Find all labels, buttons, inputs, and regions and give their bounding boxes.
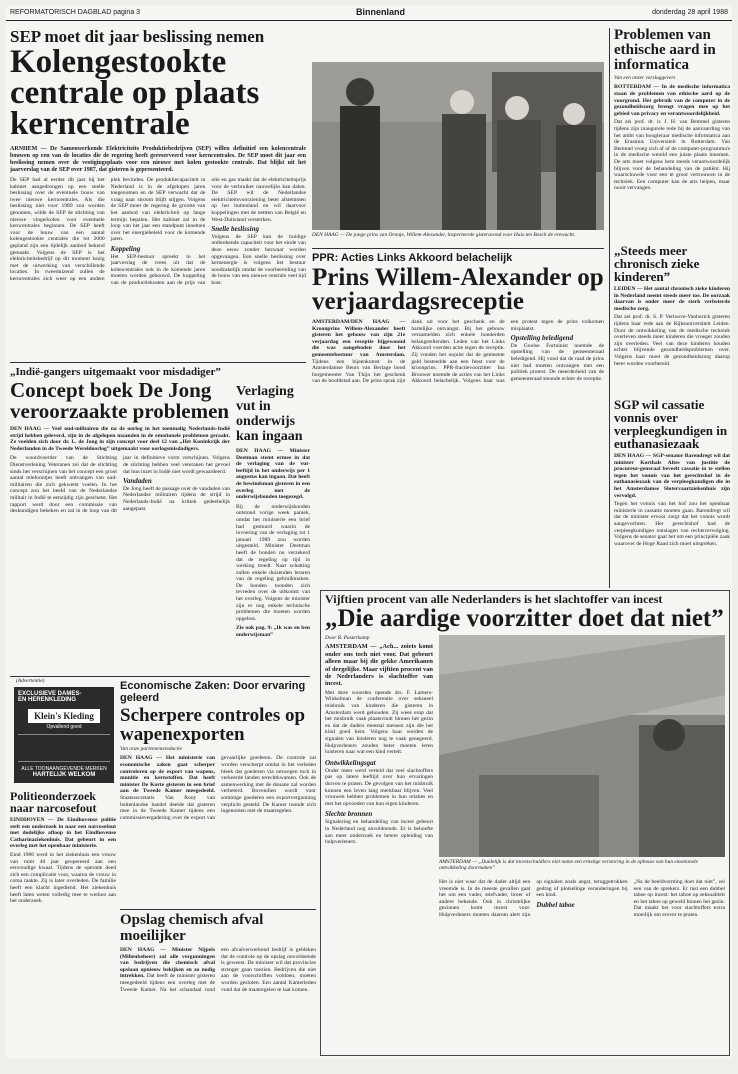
divider bbox=[10, 362, 306, 363]
article-scherpere-lead: DEN HAAG — Het ministerie van economische zaken gaat scherper controleren op de export van wapens, munitie en kernstoffen. Dat heeft minister De Korte gisteren in een brief aan de Tweede Kamer meegedeeld. bbox=[120, 755, 215, 795]
photo-incest-conference-caption: AMSTERDAM — „Duidelijk is dat incestschuldlers niet name een ernstige verstoring in de opbouw van hun emotionele ontwikkeling doormaken” bbox=[439, 859, 699, 872]
article-vijftien-body-columns bbox=[439, 879, 725, 1049]
article-opslag-body: Dat heeft de minister gisteren meegedeeld tijdens een overleg met de Tweede Kamer. Na het schandaal rond een afvalverwerkend bedrijf is gebleken dat de controle op de opslag onvoldoende is geweest. De minister wil dat provincies strenger gaan toezien. Bedrijven die niet aan de voorschriften voldoen, moeten worden gesloten. Een aantal Kamerleden vond dat de maatregelen te laat komen. bbox=[120, 947, 316, 993]
article-prins-title: Prins Willem-Alexander op verjaardagsreceptie bbox=[312, 264, 604, 315]
article-vijftien-kicker: Vijftien procent van alle Nederlanders is het slachtoffer van incest bbox=[325, 592, 663, 606]
article-problemen bbox=[614, 28, 730, 240]
article-vijftien-sub3: Dubbel taboe bbox=[536, 900, 575, 909]
article-boek-sub1: Vandaden bbox=[123, 477, 152, 486]
article-verlaging-body: Bij de onderwijsbonden ontstond vorige week paniek, omdat het ministerie een brief had gestuurd waarin de invoering van de verlaging tot 1 januari 1989 zou worden uitgesteld. Minister Deetman heeft de bonden nu verzekerd dat de regeling op tijd in werking treedt. Naar schatting zullen enkele duizenden leraren van de regeling gebruikmaken. De bonden toonden zich tevreden over de uitkomst van het overleg. Volgens de minister zijn er nog enkele technische problemen die moeten worden opgelost. bbox=[236, 503, 310, 622]
article-vijftien-sub2: Slechte bronnen bbox=[325, 810, 373, 819]
photo-willem-alexander-caption: DEN HAAG — De jonge prins van Oranje, Willem-Alexander, inspecteerde gisteravond voor Huis ten Bosch de erewacht. bbox=[312, 232, 576, 238]
header-paper-name: REFORMATORISCH DAGBLAD pagina 3 bbox=[10, 9, 141, 16]
article-sgp bbox=[614, 398, 730, 588]
article-problemen-body: Dat zei prof. dr. ir. J. H. van Bemmel gisteren tijdens zijn inaugurele rede bij de aanvaarding van het ambt van hoogleraar medische informatica aan de Erasmus Universiteit in Rotterdam. Van Bemmel vroeg zich af of de computer-programma's in de medische wereld een juiste plaats innemen. De arts moet volgens hem steeds verantwoordelijk blijven voor de behandeling van de patiënt. Hij waarschuwde voor een te groot vertrouwen in de techniek. Een computer kan de arts helpen, maar nooit vervangen. bbox=[614, 119, 730, 192]
article-prins-lead: AMSTERDAM/DEN HAAG — Kroonprins Willem-Alexander heeft gisteren het gebouw van zijn 21e verjaardag een receptie bijgewoond die was aangeboden door het gemeentebestuur van Amsterdam. bbox=[312, 319, 406, 358]
article-prins-body2: De Gooise Fortuinist noemde de opstelling van de gemeenteraad beledigend. Hij vond dat de raad de prins niet had moeten ontvangen met een politiek protest. De meerderheid van de gemeenteraad steunde echter de receptie. bbox=[510, 342, 604, 382]
header-date: donderdag 28 april 1988 bbox=[652, 9, 728, 16]
article-steeds-lead: LEIDEN — Het aantal chronisch zieke kinderen in Nederland neemt steeds meer toe. De oorzaak daarvan is onder meer de sterk verbeterde medische zorg. bbox=[614, 286, 730, 312]
article-opslag-body-columns bbox=[120, 947, 316, 1054]
article-vijftien-body: Met deze woorden opende drs. F. Lamers-Winkelman de conferentie over seksueel misbruik van kinderen die gisteren in Amsterdam werd gehouden. Zij wees erop dat het misbruik vaak plaatsvindt binnen het gezin en dat de daders meestal mensen zijn die het kind goed kent. Volgens haar worden de signalen van kinderen nog te vaak genegeerd. Hulpverleners zouden beter moeten leren luisteren naar wat een kind vertelt. bbox=[325, 689, 433, 756]
article-verlaging-byline: Zie ook pag. 9: „Ik was en ben onderwijsman” bbox=[236, 625, 310, 639]
divider bbox=[120, 909, 316, 910]
divider bbox=[609, 28, 610, 588]
article-boek-body2: De Jong heeft de passage over de vandaden van Nederlandse militairen tijdens de strijd in Nederlands-Indië na kritiek gedeeltelijk aangepast. bbox=[123, 485, 230, 512]
article-prins-body: Tijdens een bijeenkomst in de Amsterdamse Beurs van Berlage bood burgemeester Van Thijn het geschenk van de hoofdstad aan. De prins sprak zijn dank uit voor het geschenk en de hartelijke ontvangst. Bij het gebouw verzamelden zich enkele honderden belangstellenden. Leden van het Links Akkoord voerden actie tegen de receptie. Zij vonden het onjuist dat de gemeente geld besteedde aan een feest voor de kroonprins. PPR-fractievoorzitter Ina Brouwer noemde de acties van het Links Akkoord belachelijk. Volgens haar was een protest tegen de prins volkomen misplaatst. bbox=[312, 319, 604, 385]
ad-brand: Klein's Kleding bbox=[28, 709, 100, 723]
ad-address-block bbox=[18, 734, 110, 762]
article-problemen-title: Problemen van ethische aard in informatica bbox=[614, 28, 716, 73]
article-opslag-title: Opslag chemisch afval moeilijker bbox=[120, 912, 264, 944]
article-verlaging bbox=[236, 384, 310, 674]
article-boek-lead: DEN HAAG — Veel oud-militairen die na de oorlog in het toenmalig Nederlands-Indië strijd hebben geleverd, zijn in de afgelopen maanden in de emotionele problemen geraakt. Ze voelden zich door dr. L. de Jong in zijn concept voor deel 12 van „Het Koninkrijk der Nederlanden in de Tweede Wereldoorlog” uitgemaakt voor oorlogsmisdadigers. bbox=[10, 426, 230, 452]
article-politie-body: Eind 1986 werd in het ziekenhuis een vrouw van ruim 40 jaar geopereerd aan een eenvoudige kwaal. Tijdens de operatie deed zich een complicatie voor, waarna de vrouw in coma raakte. Zij is later overleden. De familie heeft een klacht ingediend. Het ziekenhuis heeft laten weten volledig mee te werken aan het onderzoek. bbox=[10, 851, 116, 905]
article-prins-kicker: PPR: Acties Links Akkoord belachelijk bbox=[312, 252, 513, 264]
ad-kleins-kleding[interactable] bbox=[14, 687, 114, 783]
article-sep-kicker: SEP moet dit jaar beslissing nemen bbox=[10, 28, 265, 46]
article-boek-body: De woordvoerder van de Stichting Dienstverlening Veteranen zei dat de stichting sinds het verschijnen van het concept een groot aantal telefoontjes heeft ontvangen van oud-militairen die zich gekwetst voelen. In het concept zou het beeld van de Nederlandse militair in Indië te eenzijdig zijn geschetst. Het rapport werd door een commissie van deskundigen bekeken en zal in de loop van dit jaar in definitieve vorm verschijnen. Volgens de stichting hebben veel veteranen het gevoel dat hun inzet in Indië niet wordt gewaardeerd. bbox=[10, 455, 230, 515]
ad-footer2: HARTELIJK WELKOM bbox=[32, 772, 96, 778]
article-opslag-lead: DEN HAAG — Minister Nijpels (Milieubeheer) zal alle vergunningen van bedrijven die chemisch afval opslaan opnieuw bekijken en zo nodig intrekken. bbox=[120, 947, 215, 980]
article-sep-sub1: Koppeling bbox=[110, 244, 141, 253]
ad-line2: EN HERENKLEDING bbox=[18, 697, 77, 703]
article-vijftien-body4: Het is niet waar dat de dader altijd een vreemde is. In de meeste gevallen gaat het om een vader, stiefvader, broer of andere bekende. Ook in christelijke gezinnen komt incest voor. Hulpverleners moeten daarom alert zijn op signalen zoals angst, teruggetrokken gedrag of plotselinge veranderingen bij een kind. bbox=[439, 879, 628, 918]
article-sep-sub2: Snelle beslissing bbox=[211, 225, 259, 234]
header-section: Binnenland bbox=[356, 7, 405, 17]
article-problemen-lead: ROTTERDAM — In de medische informatica staan de problemen van ethische aard op de voorgrond. Het gebruik van de computer in de gezondheidszorg brengt vragen mee op het gebied van privacy en verantwoordelijkheid. bbox=[614, 84, 730, 117]
photo-incest-conference bbox=[439, 635, 725, 857]
article-vijftien-title: „Die aardige voorzitter doet dat niet” bbox=[325, 605, 724, 632]
article-prins-sub1: Opstelling beledigend bbox=[510, 334, 574, 343]
ad-line1: EXCLUSIEVE DAMES- bbox=[18, 691, 82, 697]
article-prins bbox=[312, 252, 604, 582]
photo-willem-alexander bbox=[312, 62, 604, 230]
article-verlaging-title: Verlaging vut in onderwijs kan ingaan bbox=[236, 384, 303, 444]
article-vijftien-body5: „Na de beeldvorming doet dat niet”, zei een van de sprekers. Er rust een dubbel taboe op incest: het taboe op seksualiteit en het taboe op geweld binnen het gezin. Dat maakt het voor slachtoffers extra moeilijk om erover te praten. bbox=[633, 879, 725, 918]
article-verlaging-lead: DEN HAAG — Minister Deetman stemt ermee in dat de verlaging van de vut-leeftijd in het onderwijs per 1 augustus kan ingaan. Dat heeft de bewindsman gisteren in een overleg met de onderwijsbonden toegezegd. bbox=[236, 448, 310, 501]
article-sep-title: Kolengestookte centrale op plaats kerncentrale bbox=[10, 44, 260, 142]
article-vijftien-left bbox=[325, 635, 433, 1051]
article-opslag bbox=[120, 912, 316, 1054]
article-boek-body-columns bbox=[10, 455, 230, 645]
ad-tag: (Advertentie) bbox=[16, 678, 45, 684]
article-politie bbox=[10, 790, 116, 1054]
article-sep-body2: Het SEP-bestuur spreekt in het jaarverslag de vrees uit dat de kolencentrales ook in de komende jaren moeten worden gebouwd. De koppeling van de productiekosten aan de prijs van olie en gas maakt dat de elektriciteitsprijs voor de verbruiker nauwelijks kan dalen. De SEP wil de Nederlandse elektriciteitsvoorziening beter afstemmen op het buitenland en wil daarvoor koppelingen met de nettten van België en West-Duitsland versterken. bbox=[110, 177, 306, 286]
article-scherpere-title: Scherpere controles op wapenexporten bbox=[120, 705, 306, 745]
article-sep-body: De SEP had al eerder dit jaar bij het kabinet aangedrongen op een snelle beslissing over de eventuele bouw van twee nieuwe kerncentrales. Als die beslissing niet voor 1989 zou worden genomen, wilde de SEP de stichting van nieuwe vingerkolen voor eventuele kerncentrales beginnen. De SEP heeft voor de bouw van een aantal kolengestookte centrales die tot 2000 gepland zijn een tijdelijk aanbod bekend gemaakt. Volgens de SEP is het elektriciteitsbedrijf op dit moment bezig met de uitwerking van verschillende locaties. In tweeduizend zullen de kerncentrales zich weer op een andere plek bevinden. De produktiecapaciteit in Nederland is in de afgelopen jaren toegenomen en de SEP verwacht dat de vraag naar stroom blijft stijgen. Volgens de SEP moet de regering de grootte van het aanbod van elektriciteit op lange termijn bepalen. Het kabinet zal in de loop van het jaar een standpunt innemen over het energiebeleid voor de komende jaren. bbox=[10, 177, 206, 282]
article-sgp-lead: DEN HAAG — SGP-senator Barendregt wil dat minister Korthals Altes van justitie de procureur-generaal beveelt cassatie in te stellen tegen het vonnis van het gerechtshof in de euthanasiezaak van de verpleegkundigen die in het Amsterdamse Slotervaartziekenhuis zijn vervolgd. bbox=[614, 453, 730, 499]
newspaper-page bbox=[6, 6, 732, 1058]
divider bbox=[312, 248, 604, 249]
article-sgp-title: SGP wil cassatie vonnis over verpleegkundigen in euthanasiezaak bbox=[614, 398, 728, 451]
article-vijftien-byline: Door R. Pasterkamp bbox=[325, 635, 370, 641]
page-header bbox=[6, 6, 732, 21]
article-boek bbox=[10, 366, 230, 666]
article-scherpere-body: Staatssecretaris Van Rooy van buitenlandse handel deelde dat gisteren mee in de Tweede Kamer tijdens een commissievergadering over de export van gevaarlijke goederen. De controle zal worden verscherpt omdat in het verleden bleek dat goederen via omwegen toch in verkeerde landen terechtkwamen. Ook de samenwerking met de douane zal worden verbeterd. Bovendien wordt voor sommige goederen een exportvergunning verplicht gesteld. De Kamer toonde zich ingenomen met de maatregelen. bbox=[120, 755, 316, 821]
ad-brand-sub: Opvallend goed bbox=[46, 724, 82, 730]
article-sep-body-columns bbox=[10, 177, 306, 358]
article-boek-title: Concept boek De Jong veroorzaakte problemen bbox=[10, 378, 230, 423]
article-prins-body-columns bbox=[312, 319, 604, 582]
article-scherpere-body-columns bbox=[120, 755, 316, 906]
article-steeds bbox=[614, 244, 730, 394]
article-problemen-byline: Van een onzer verslaggevers bbox=[614, 75, 676, 81]
article-vijftien-lead: AMSTERDAM — „Ach... zoiets komt onder ons toch niet voor. Dat gebeurt alleen maar bij die gekke Amerikanen of dergelijke. Maar vijftien procent van de Nederlanders is slachtoffer van incest. bbox=[325, 643, 433, 688]
ad-footer1: ALLE TOONAANGEVENDE MERKEN bbox=[21, 766, 107, 772]
article-sgp-body: Tegen het vonnis van het hof zou het openbaar ministerie in cassatie moeten gaan. Barendregt wil dat de minister ervoor zorgt dat het vonnis wordt aangevochten. Het gerechtshof had de verpleegkundigen ontslagen van rechtsvervolging. Volgens de senator gaat het om een principiële zaak waarover de Hoge Raad zich moet uitspreken. bbox=[614, 501, 730, 547]
article-boek-kicker: „Indië-gangers uitgemaakt voor misdadiger” bbox=[10, 366, 221, 378]
article-steeds-title: „Steeds meer chronisch zieke kinderen” bbox=[614, 244, 700, 284]
photo-guards-image bbox=[312, 62, 604, 230]
article-sep-lead: ARNHEM — De Samenwerkende Elektriciteits Produktiebedrijven (SEP) willen definitief een kolencentrale bouwen op een van de locaties die de regering heeft gereserveerd voor kerncentrales. De SEP moet dit jaar een beslissing nemen over de vestigingsplaats voor een nieuwe met kolen gestookte centrale. Dat blijkt uit het jaarverslag van de SEP over 1987, dat gisteren is gepresenteerd. bbox=[10, 146, 306, 173]
article-vijftien-sub1: Ontwikkelingsgat bbox=[325, 758, 376, 767]
article-vijftien-body2: Onder meer werd verteld dat veel slachtoffers pas op latere leeftijd over hun ervaringen durven te praten. De gevolgen van het misbruik kunnen een leven lang merkbaar blijven. Veel vrouwen hebben problemen in hun relaties en met het opvoeden van hun eigen kinderen. bbox=[325, 767, 433, 807]
article-vijftien-body3: Signalering en behandeling van incest gebeurt in Nederland nog onvoldoende. Er is behoefte aan meer onderzoek en betere opleiding van hulpverleners. bbox=[325, 819, 433, 846]
divider bbox=[10, 676, 310, 677]
article-scherpere-kicker: Economische Zaken: Door ervaring geleerd bbox=[120, 680, 306, 704]
article-sep-body3: Volgens de SEP kan de huidige ontbrekende capaciteit voor het einde van deze eeuw zonder bezwaar worden opgevangen. Een snelle beslissing over kernenergie is volgens het bestuur noodzakelijk omdat de voorbereiding van de bouw van een nieuwe centrale veel tijd kost. bbox=[211, 233, 306, 286]
article-scherpere bbox=[120, 680, 316, 906]
article-politie-title: Politieonderzoek naar narcosefout bbox=[10, 790, 97, 815]
article-politie-lead: EINDHOVEN — De Eindhovense politie stelt een onderzoek in naar een narcosefout met dodelijke afloop in het Eindhovense Catharinaziekenhuis. Dat gebeurt in een overleg met het openbaar ministerie. bbox=[10, 817, 116, 850]
article-vijftien bbox=[320, 590, 730, 1056]
article-steeds-body: Dat zei prof. dr. S. P. Verloove-Vanhorick gisteren tijdens haar rede aan de Rijksuniversiteit Leiden. Door de ontwikkeling van de medische techniek overleven steeds meer kinderen die vroeger zouden zijn overleden. Veel van deze kinderen houden echter blijvende gezondheidsproblemen over. Volgens haar moet de gezondheidszorg daarop beter worden voorbereid. bbox=[614, 314, 730, 367]
photo-conference-image bbox=[439, 635, 725, 857]
article-sep bbox=[10, 28, 306, 358]
article-scherpere-byline: Van onze parlementsredactie bbox=[120, 746, 183, 752]
